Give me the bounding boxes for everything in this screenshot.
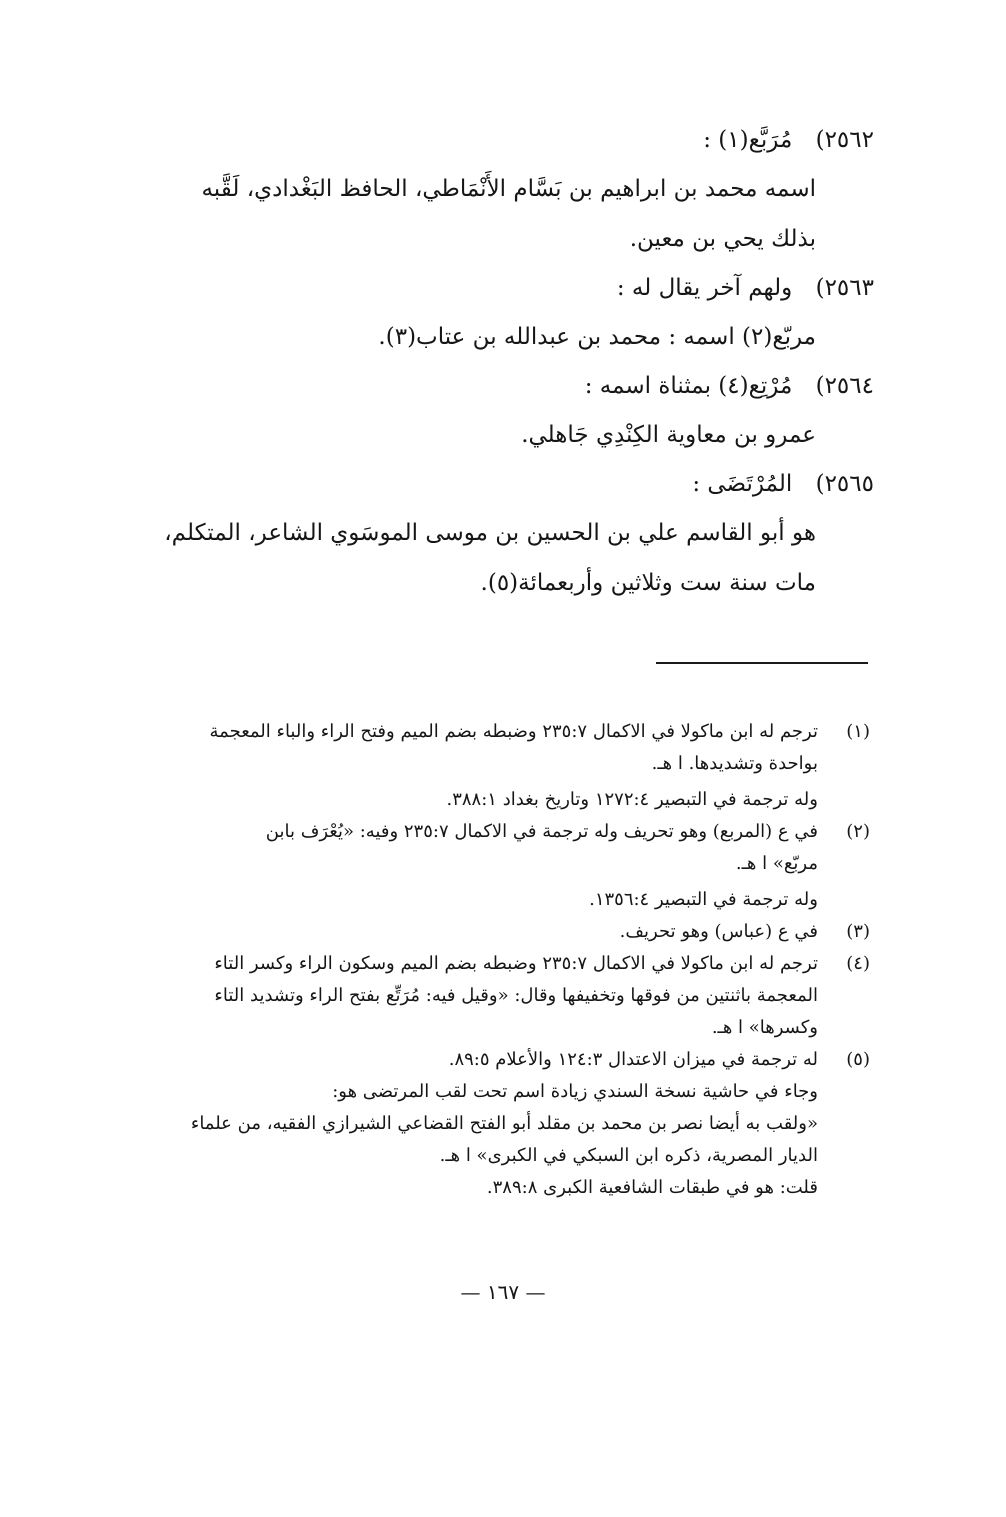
footnote-line: ترجم له ابن ماكولا في الاكمال ٢٣٥:٧ وضبطه بضم الميم وسكون الراء وكسر التاء (214, 953, 818, 974)
footnote-line: وكسرها» ا هـ. (711, 1017, 818, 1038)
footnote-1 (138, 716, 870, 816)
footnote-separator (656, 662, 868, 664)
entry-text-line: عمرو بن معاوية الكِنْدِي جَاهلي. (521, 422, 816, 448)
footnotes-section (138, 716, 870, 1204)
footnote-line: وجاء في حاشية نسخة السندي زيادة اسم تحت لقب المرتضى هو: (332, 1081, 818, 1102)
footnote-line: في ع (المربع) وهو تحريف وله ترجمة في الاكمال ٢٣٥:٧ وفيه: «يُعْرَف بابن (265, 821, 818, 842)
footnote-line: بواحدة وتشديدها. ا هـ. (651, 753, 818, 774)
footnote-3 (138, 916, 870, 948)
entry-heading-row (128, 460, 874, 508)
entry-heading-row (128, 116, 874, 164)
entry-number: ٢٥٦٣) (815, 275, 874, 301)
entries-section (128, 116, 874, 608)
footnote-number: (١) (846, 721, 870, 742)
entry-text-line: بذلك يحي بن معين. (629, 226, 816, 252)
footnote-line: مربّع» ا هـ. (735, 853, 818, 874)
footnote-line: في ع (عباس) وهو تحريف. (619, 921, 818, 942)
footnote-line: ترجم له ابن ماكولا في الاكمال ٢٣٥:٧ وضبطه بضم الميم وفتح الراء والباء المعجمة (209, 721, 818, 742)
entry-number: ٢٥٦٢) (815, 127, 874, 153)
entry-number: ٢٥٦٤) (815, 373, 874, 399)
footnote-line: المعجمة باثنتين من فوقها وتخفيفها وقال: «وقيل فيه: مُرَتِّع بفتح الراء وتشديد التاء (214, 985, 818, 1006)
entry-2564 (128, 362, 874, 460)
footnote-4 (138, 948, 870, 1044)
footnote-line: وله ترجمة في التبصير ١٣٥٦:٤. (589, 889, 818, 910)
footnote-number: (٣) (846, 921, 870, 942)
footnote-line: «ولقب به أيضا نصر بن محمد بن مقلد أبو الفتح القضاعي الشيرازي الفقيه، من علماء (190, 1113, 818, 1134)
footnote-number: (٥) (846, 1049, 870, 1070)
footnote-line: وله ترجمة في التبصير ١٢٧٢:٤ وتاريخ بغداد ٣٨٨:١. (446, 789, 818, 810)
entry-title: مُرْتِع(٤) بمثناة اسمه : (584, 373, 793, 399)
footnote-line: له ترجمة في ميزان الاعتدال ١٢٤:٣ والأعلام ٨٩:٥. (448, 1049, 818, 1070)
entry-body (128, 312, 874, 362)
page-number: — ١٦٧ — (460, 1280, 546, 1304)
entry-2565 (128, 460, 874, 608)
entry-text-line: اسمه محمد بن ابراهيم بن بَسَّام الأَنْمَاطي، الحافظ البَغْدادي، لَقَّبه (201, 176, 816, 202)
footnote-line: قلت: هو في طبقات الشافعية الكبرى ٣٨٩:٨. (486, 1177, 818, 1198)
entry-body (128, 164, 874, 264)
entry-2562 (128, 116, 874, 264)
footnote-number: (٢) (846, 821, 870, 842)
footnote-5 (138, 1044, 870, 1204)
entry-title: ولهم آخر يقال له : (616, 275, 793, 301)
footnote-number: (٤) (846, 953, 870, 974)
entry-title: المُرْتَضَى : (692, 471, 793, 497)
entry-title: مُرَبَّع(١) : (703, 127, 793, 153)
entry-heading-row (128, 362, 874, 410)
footnote-line: الديار المصرية، ذكره ابن السبكي في الكبرى» ا هـ. (439, 1145, 818, 1166)
entry-number: ٢٥٦٥) (815, 471, 874, 497)
entry-text-line: مات سنة ست وثلاثين وأربعمائة(٥). (480, 570, 816, 596)
entry-body (128, 508, 874, 608)
entry-text-line: مربّع(٢) اسمه : محمد بن عبدالله بن عتاب(٣). (378, 324, 816, 350)
entry-heading-row (128, 264, 874, 312)
entry-body (128, 410, 874, 460)
footnote-2 (138, 816, 870, 916)
entry-text-line: هو أبو القاسم علي بن الحسين بن موسى الموسَوي الشاعر، المتكلم، (164, 520, 816, 546)
entry-2563 (128, 264, 874, 362)
